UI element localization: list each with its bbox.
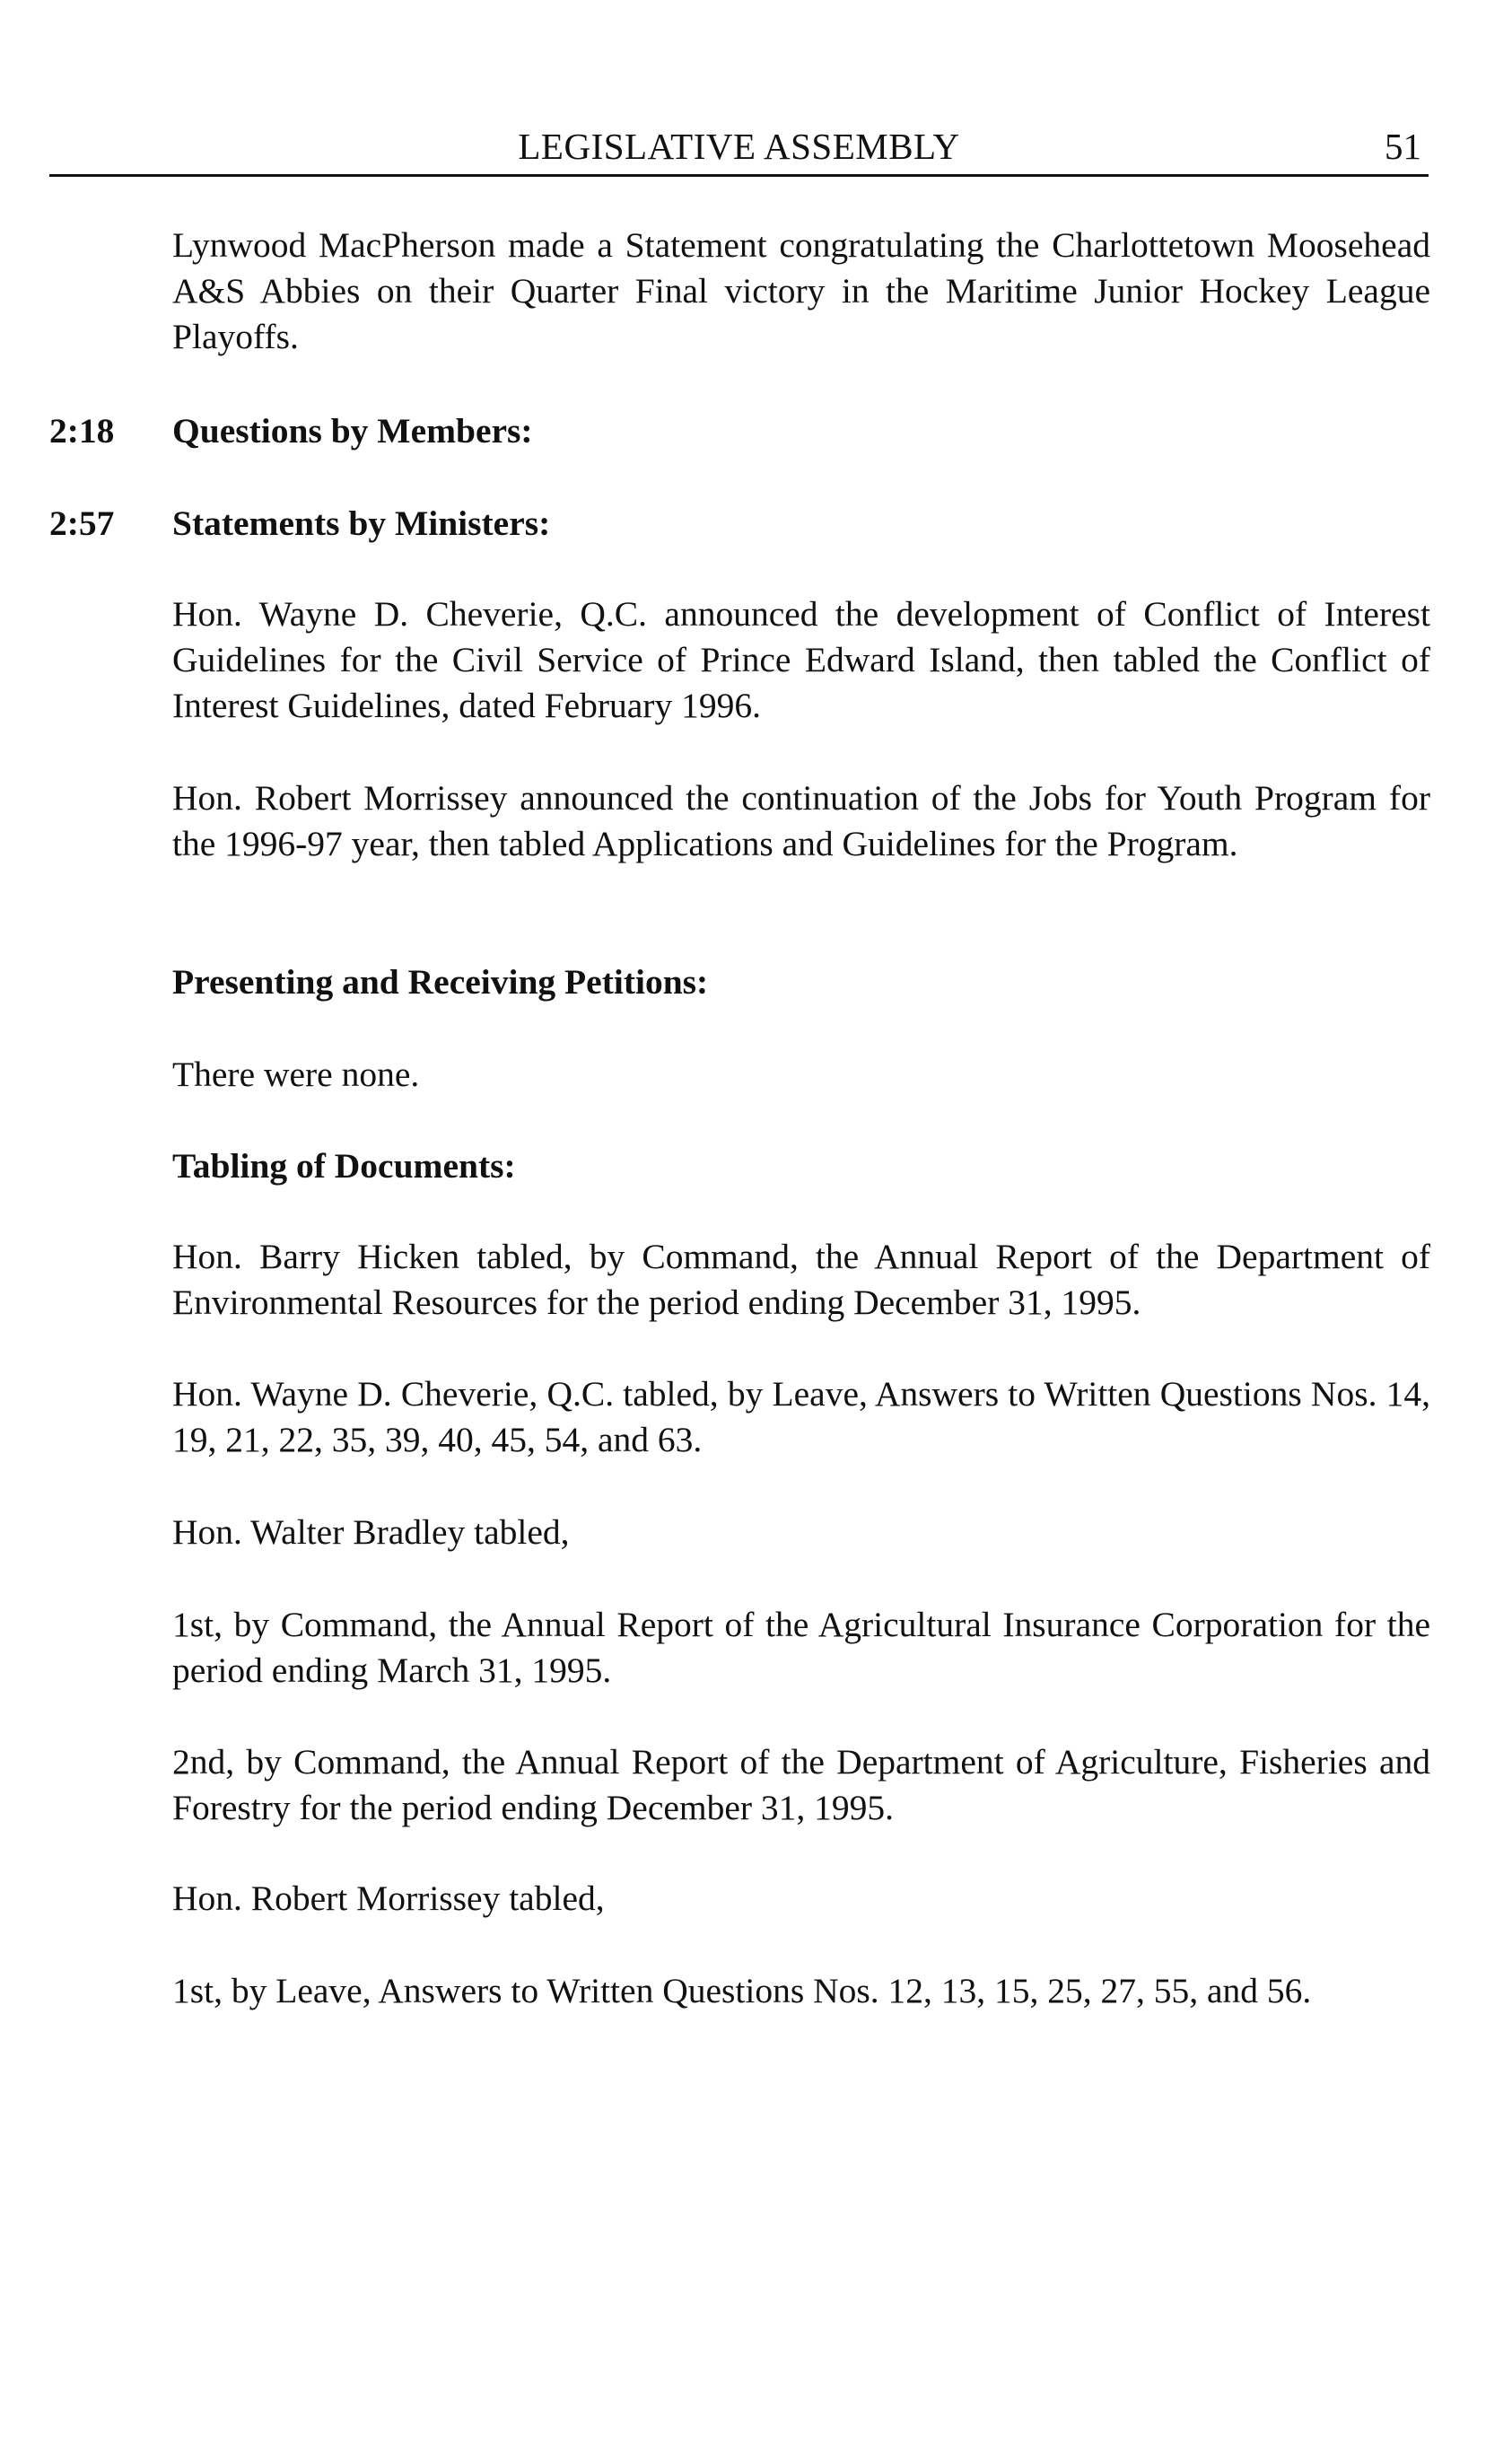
paragraph-morrissey-statement: Hon. Robert Morrissey announced the continuation of the Jobs for Youth Program for the 1996-97 year, then tabled Applications and Guidelines for the Program. [172, 778, 1430, 863]
paragraph-cheverie-statement: Hon. Wayne D. Cheverie, Q.C. announced the development of Conflict of Interest Guidelines for the Civil Service of Prince Edward Island, then tabled the Conflict of Interest Guidelines, dated February 1996. [172, 594, 1430, 725]
paragraph-cheverie-tabled: Hon. Wayne D. Cheverie, Q.C. tabled, by Leave, Answers to Written Questions Nos. 14, 19, 21, 22, 35, 39, 40, 45, 54, and 63. [172, 1374, 1430, 1459]
paragraph-bradley-tabled: Hon. Walter Bradley tabled, [172, 1512, 570, 1552]
time-questions: 2:18 [49, 411, 115, 451]
paragraph-morrissey-first: 1st, by Leave, Answers to Written Questions Nos. 12, 13, 15, 25, 27, 55, and 56. [172, 1971, 1312, 2010]
paragraph-petitions-none: There were none. [172, 1055, 420, 1094]
paragraph-morrissey-tabled: Hon. Robert Morrissey tabled, [172, 1878, 605, 1918]
time-statements: 2:57 [49, 503, 115, 543]
paragraph-macpherson-statement: Lynwood MacPherson made a Statement congratulating the Charlottetown Moosehead A&S Abbies on their Quarter Final victory in the Maritime Junior Hockey League Playoffs. [172, 225, 1430, 356]
running-header [49, 124, 1429, 177]
heading-questions-by-members: Questions by Members: [172, 411, 533, 451]
paragraph-bradley-first: 1st, by Command, the Annual Report of the Agricultural Insurance Corporation for the period ending March 31, 1995. [172, 1605, 1430, 1690]
heading-petitions: Presenting and Receiving Petitions: [172, 962, 709, 1002]
paragraph-hicken-tabled: Hon. Barry Hicken tabled, by Command, the Annual Report of the Department of Environmental Resources for the period ending December 31, 1995. [172, 1237, 1430, 1322]
heading-statements-by-ministers: Statements by Ministers: [172, 503, 551, 543]
header-title: LEGISLATIVE ASSEMBLY [518, 126, 960, 167]
paragraph-bradley-second: 2nd, by Command, the Annual Report of the Department of Agriculture, Fisheries and Forestry for the period ending December 31, 1995. [172, 1742, 1430, 1827]
heading-tabling-of-documents: Tabling of Documents: [172, 1146, 516, 1186]
page-number: 51 [1385, 126, 1421, 167]
